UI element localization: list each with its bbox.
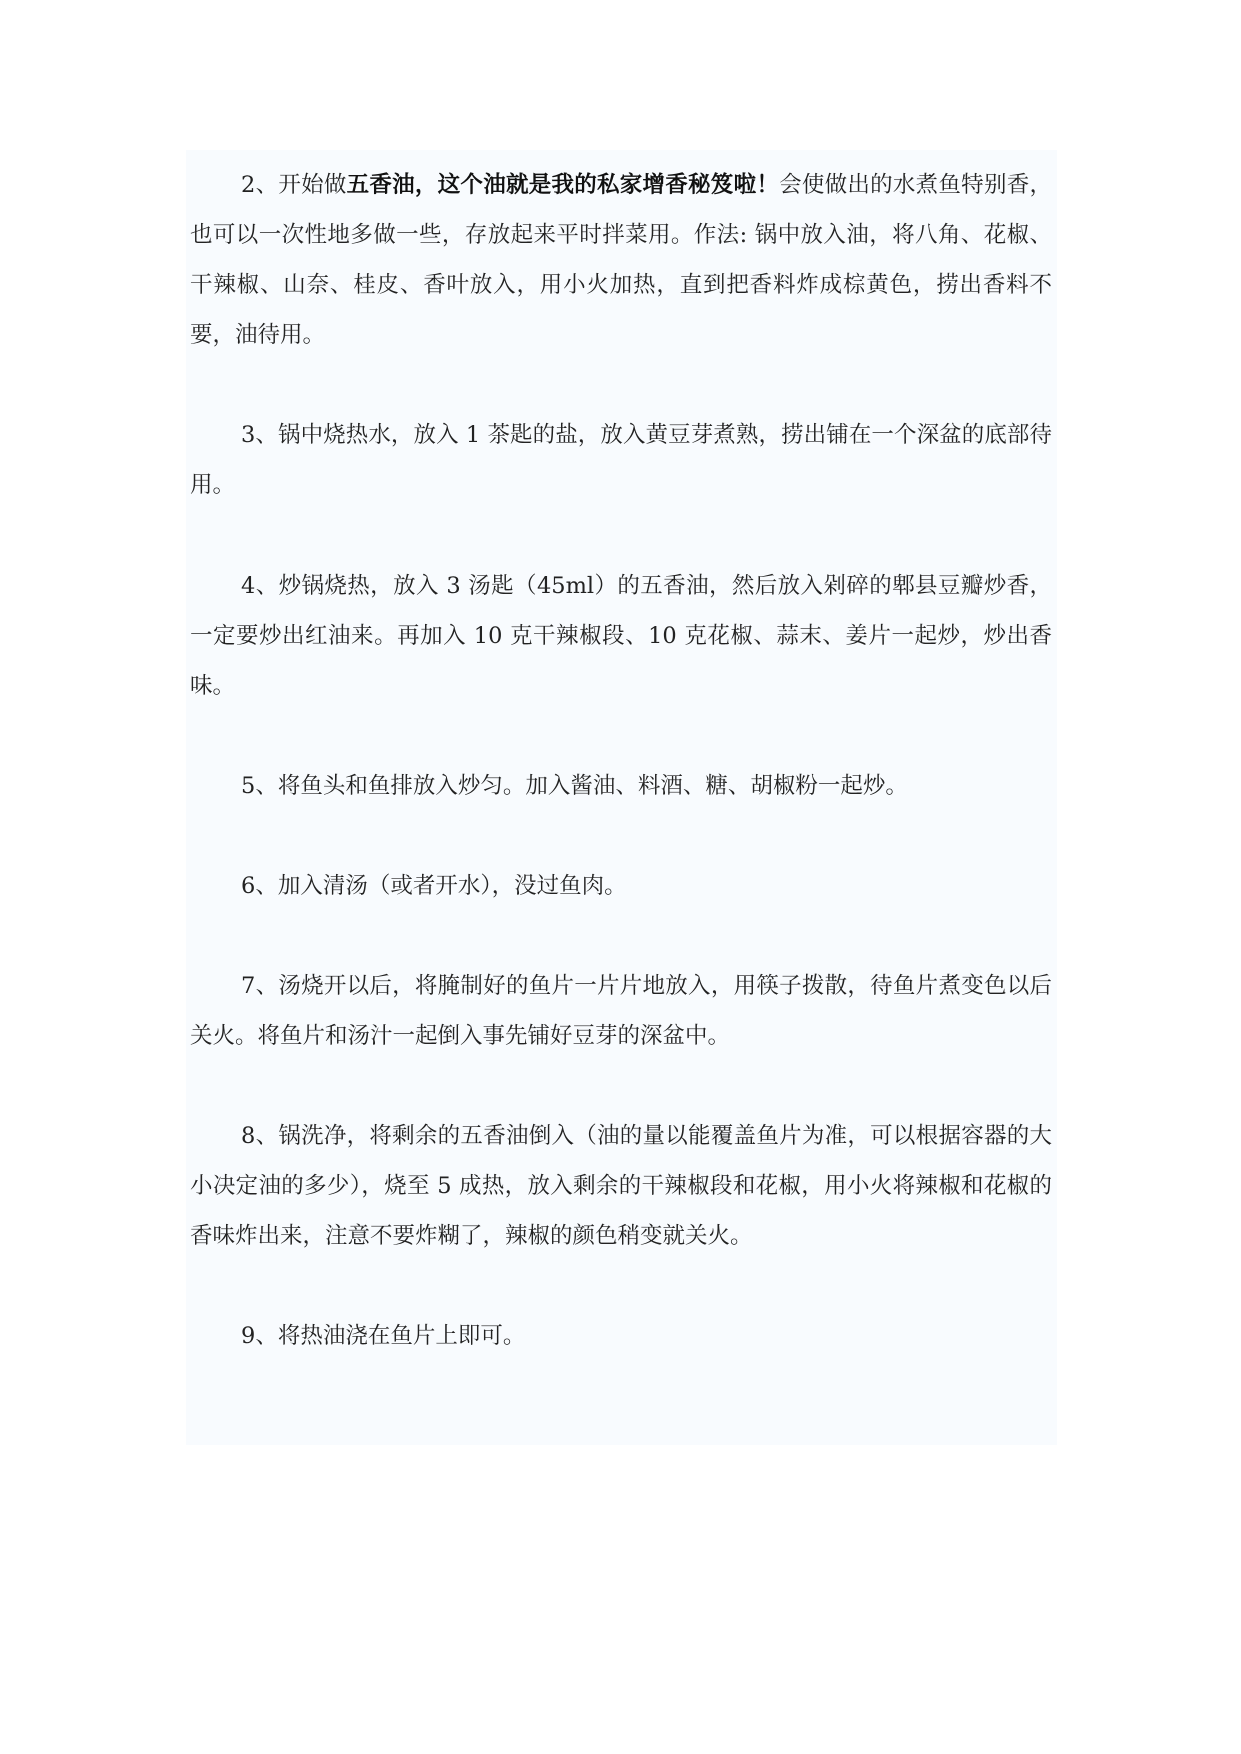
step-2-bold-text: 五香油，这个油就是我的私家增香秘笈啦！ — [346, 172, 780, 198]
step-2-lead: 2、开始做 — [241, 172, 347, 198]
recipe-step-9: 9、将热油浇在鱼片上即可。 — [241, 1323, 526, 1349]
recipe-step-2 — [190, 160, 1052, 360]
step-2-rest: 会使做出的水煮鱼特别香，也可以一次性地多做一些，存放起来平时拌菜用。作法: 锅中放入油，将八角、花椒、干辣椒、山奈、桂皮、香叶放入，用小火加热，直到把香料炸成棕黄色，捞出香料不要，油待用。 — [190, 172, 1052, 348]
recipe-step-8: 8、锅洗净，将剩余的五香油倒入（油的量以能覆盖鱼片为准，可以根据容器的大小决定油的多少），烧至 5 成热，放入剩余的干辣椒段和花椒，用小火将辣椒和花椒的香味炸出来，注意不要炸糊了，辣椒的颜色稍变就关火。 — [190, 1123, 1052, 1249]
recipe-step-5: 5、将鱼头和鱼排放入炒匀。加入酱油、料酒、糖、胡椒粉一起炒。 — [241, 773, 908, 799]
recipe-step-4: 4、炒锅烧热，放入 3 汤匙（45ml）的五香油，然后放入剁碎的郫县豆瓣炒香，一定要炒出红油来。再加入 10 克干辣椒段、10 克花椒、蒜末、姜片一起炒，炒出香味。 — [190, 573, 1052, 699]
recipe-step-7: 7、汤烧开以后，将腌制好的鱼片一片片地放入，用筷子拨散，待鱼片煮变色以后关火。将鱼片和汤汁一起倒入事先铺好豆芽的深盆中。 — [190, 973, 1052, 1049]
recipe-step-3: 3、锅中烧热水，放入 1 茶匙的盐，放入黄豆芽煮熟，捞出铺在一个深盆的底部待用。 — [190, 422, 1052, 498]
recipe-step-6: 6、加入清汤（或者开水），没过鱼肉。 — [241, 873, 627, 899]
